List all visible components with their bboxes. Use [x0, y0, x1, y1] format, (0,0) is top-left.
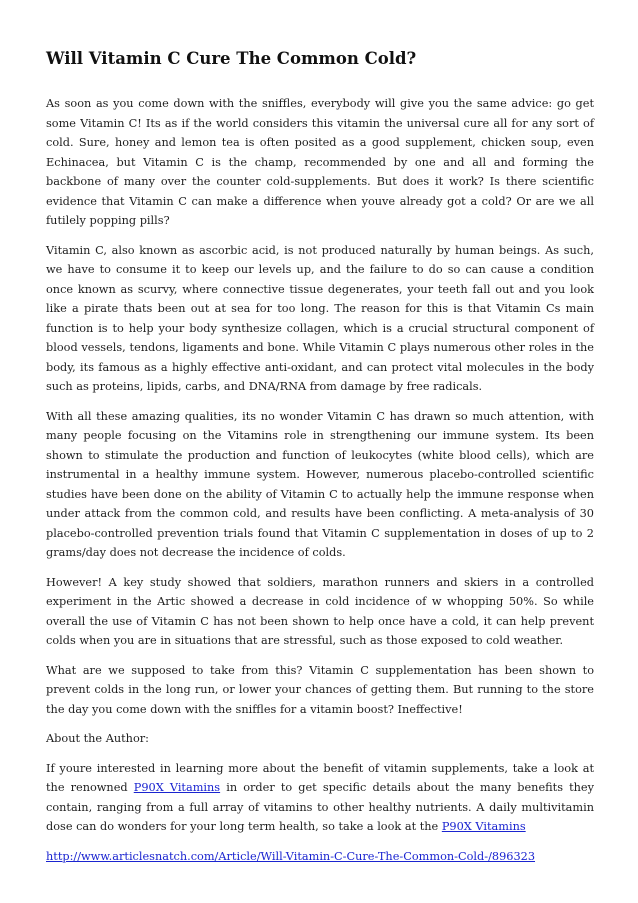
- author-text-1: If youre interested in learning more about the benefit of vitamin supplements, take a look at the renowned: [46, 761, 594, 794]
- p90x-vitamins-link-2[interactable]: P90X Vitamins: [441, 820, 526, 833]
- paragraph-ascorbic-acid: Vitamin C, also known as ascorbic acid, is not produced naturally by human beings. As such, we have to consume it to keep our levels up, and the failure to do so can cause a condition once known as scurvy, where connective tissue degenerates, your teeth fall out and you look like a pirate thats been out at sea for too long. The reason for this is that Vitamin Cs main function is to help your body synthesize collagen, which is a crucial structural component of blood vessels, tendons, ligaments and bone. While Vitamin C plays numerous other roles in the body, its famous as a highly effective anti-oxidant, and can protect vital molecules in the body such as proteins, lipids, carbs, and DNA/RNA from damage by free radicals.: [46, 243, 594, 393]
- paragraph-conclusion: What are we supposed to take from this? Vitamin C supplementation has been shown to prevent colds in the long run, or lower your chances of getting them. But running to the store the day you come down with the sniffles for a vitamin boost? Ineffective!: [46, 663, 594, 716]
- about-author-heading: About the Author:: [46, 732, 149, 745]
- source-url-link[interactable]: http://www.articlesnatch.com/Article/Will-Vitamin-C-Cure-The-Common-Cold-/896323: [46, 849, 536, 863]
- paragraph-key-study: However! A key study showed that soldiers, marathon runners and skiers in a controlled experiment in the Artic showed a decrease in cold incidence of w whopping 50%. So while overall the use of Vitamin C has not been shown to help once have a cold, it can help prevent colds when you are in situations that are stressful, such as those exposed to cold weather.: [46, 575, 594, 647]
- paragraph-immune-system: With all these amazing qualities, its no wonder Vitamin C has drawn so much attention, with many people focusing on the Vitamins role in strengthening our immune system. Its been shown to stimulate the production and function of leukocytes (white blood cells), which are instrumental in a healthy immune system. However, numerous placebo-controlled scientific studies have been done on the ability of Vitamin C to actually help the immune response when under attack from the common cold, and results have been conflicting. A meta-analysis of 30 placebo-controlled prevention trials found that Vitamin C supplementation in doses of up to 2 grams/day does not decrease the incidence of colds.: [46, 409, 594, 559]
- paragraph-intro: As soon as you come down with the sniffles, everybody will give you the same advice: go get some Vitamin C! Its as if the world considers this vitamin the universal cure all for any sort of cold. Sure, honey and lemon tea is often posited as a good supplement, chicken soup, even Echinacea, but Vitamin C is the champ, recommended by one and all and forming the backbone of many over the counter cold-supplements. But does it work? Is there scientific evidence that Vitamin C can make a difference when youve already got a cold? Or are we all futilely popping pills?: [46, 97, 594, 227]
- author-text-2: in order to get specific details about the many benefits they contain, ranging from a full array of vitamins to other healthy nutrients. A daily multivitamin dose can do wonders for your long term health, so take a look at the: [46, 781, 594, 833]
- author-paragraph: [46, 759, 594, 837]
- source-paragraph: [46, 847, 594, 867]
- p90x-vitamins-link-1[interactable]: P90X Vitamins: [133, 781, 221, 794]
- document-page: [46, 48, 594, 876]
- article-title: Will Vitamin C Cure The Common Cold?: [46, 49, 417, 68]
